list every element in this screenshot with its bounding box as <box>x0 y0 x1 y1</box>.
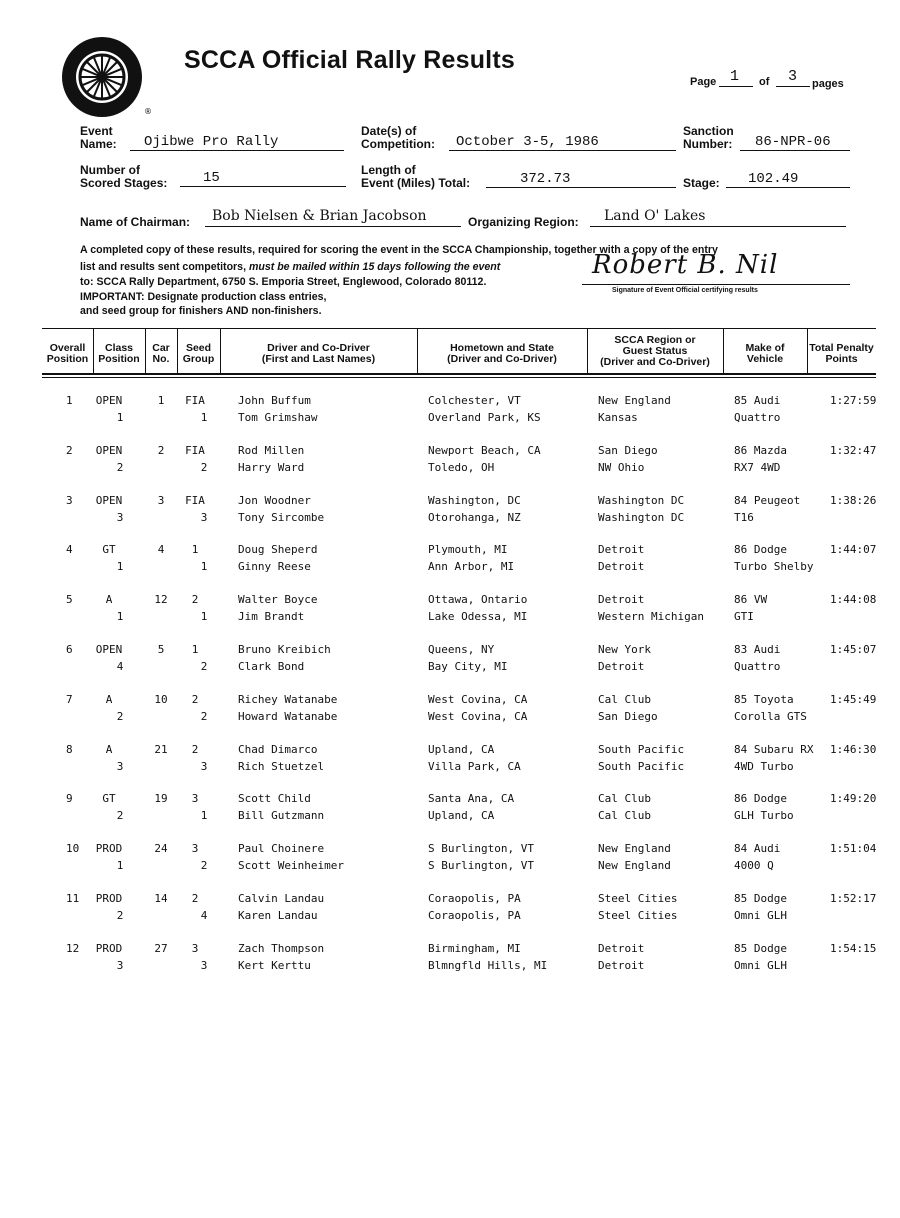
page-total: 3 <box>788 68 798 85</box>
driver-name: Walter Boyce <box>238 593 318 607</box>
seed-group: 1 <box>191 543 199 557</box>
header-scca-region: SCCA Region or Guest Status (Driver and Co-Driver) <box>600 334 710 368</box>
header-seed-group: Seed Group <box>182 342 215 365</box>
driver-name: Bruno Kreibich <box>238 643 331 656</box>
vehicle-model: Corolla GTS <box>734 709 807 723</box>
vehicle-model: Quattro <box>734 660 781 673</box>
driver-hometown: Upland, CA <box>428 742 495 756</box>
codriver-region: Western Michigan <box>598 610 704 624</box>
codriver-name: Harry Ward <box>238 460 305 474</box>
table-row <box>0 392 900 426</box>
codriver-hometown: Villa Park, CA <box>428 759 521 773</box>
seed-group-codriver: 3 <box>200 510 208 524</box>
scca-logo <box>58 34 150 120</box>
seed-group: 2 <box>191 692 199 706</box>
event-name: Ojibwe Pro Rally <box>144 134 279 150</box>
driver-name: Chad Dimarco <box>238 742 318 756</box>
chairman-label: Name of Chairman: <box>80 215 191 229</box>
penalty-points: 1:27:59 <box>830 394 877 407</box>
table-row <box>0 591 900 625</box>
codriver-name: Kert Kerttu <box>238 958 311 972</box>
driver-region: Cal Club <box>598 692 651 706</box>
stage-label: Stage: <box>683 176 720 190</box>
penalty-points: 1:45:49 <box>830 692 877 706</box>
class-position: 2 <box>116 809 124 823</box>
scored-stages: 15 <box>203 170 220 186</box>
class-position: 3 <box>116 510 124 524</box>
page-number: 1 <box>730 68 740 85</box>
codriver-name: Tony Sircombe <box>238 510 325 524</box>
seed-group: FIA <box>185 493 205 507</box>
seed-group: FIA <box>185 394 205 407</box>
class-position: 3 <box>116 958 124 972</box>
class-position: 2 <box>116 709 124 723</box>
seed-group-codriver: 1 <box>200 411 208 424</box>
codriver-hometown: Bay City, MI <box>428 660 508 673</box>
notice-line-2: list and results sent competitors, must be mailed within 15 days following the event <box>80 261 501 273</box>
driver-name: Calvin Landau <box>238 892 325 905</box>
stages-label: Number of Scored Stages: <box>80 163 168 190</box>
driver-region: Washington DC <box>598 493 685 507</box>
penalty-points: 1:46:30 <box>830 742 877 756</box>
class: OPEN <box>95 394 123 407</box>
vehicle-make: 86 Mazda <box>734 443 787 457</box>
vehicle-make: 84 Peugeot <box>734 493 801 507</box>
codriver-name: Howard Watanabe <box>238 709 338 723</box>
codriver-name: Ginny Reese <box>238 560 311 574</box>
driver-hometown: Newport Beach, CA <box>428 443 541 457</box>
overall-position: 2 <box>66 443 73 457</box>
vehicle-make: 85 Toyota <box>734 692 794 706</box>
class: OPEN <box>95 493 123 507</box>
vehicle-model: RX7 4WD <box>734 460 781 474</box>
seed-group-codriver: 2 <box>200 460 208 474</box>
penalty-points: 1:52:17 <box>830 892 877 905</box>
vehicle-make: 86 Dodge <box>734 543 787 557</box>
overall-position: 3 <box>66 493 73 507</box>
driver-hometown: Birmingham, MI <box>428 941 521 955</box>
header-overall-position: Overall Position <box>46 342 89 365</box>
class-position: 1 <box>116 610 124 624</box>
table-row <box>0 442 900 476</box>
vehicle-make: 86 Dodge <box>734 792 787 806</box>
header-hometown: Hometown and State (Driver and Co-Driver) <box>447 342 557 365</box>
codriver-name: Tom Grimshaw <box>238 411 318 424</box>
official-signature: Robert B. Nil <box>592 250 779 280</box>
page-label: Page <box>690 76 717 88</box>
vehicle-model: 4WD Turbo <box>734 759 794 773</box>
seed-group: 2 <box>191 593 199 607</box>
sanction-label: Sanction Number: <box>683 124 734 151</box>
driver-region: Detroit <box>598 941 645 955</box>
class: A <box>105 593 113 607</box>
driver-hometown: Colchester, VT <box>428 394 521 407</box>
driver-hometown: West Covina, CA <box>428 692 528 706</box>
driver-hometown: S Burlington, VT <box>428 842 534 856</box>
table-row <box>0 890 900 924</box>
codriver-name: Karen Landau <box>238 909 318 922</box>
svg-text:®: ® <box>144 107 152 116</box>
header-penalty-points: Total Penalty Points <box>809 342 874 365</box>
penalty-points: 1:44:08 <box>830 593 877 607</box>
vehicle-make: 84 Subaru RX <box>734 742 814 756</box>
of-label: of <box>759 76 770 88</box>
penalty-points: 1:38:26 <box>830 493 877 507</box>
codriver-hometown: Upland, CA <box>428 809 495 823</box>
class-position: 2 <box>116 460 124 474</box>
overall-position: 9 <box>66 792 73 806</box>
penalty-points: 1:32:47 <box>830 443 877 457</box>
overall-position: 5 <box>66 593 73 607</box>
overall-position: 4 <box>66 543 73 557</box>
vehicle-make: 85 Dodge <box>734 892 787 905</box>
driver-region: New England <box>598 842 671 856</box>
codriver-region: New England <box>598 859 671 873</box>
class: A <box>105 742 113 756</box>
driver-region: Detroit <box>598 593 645 607</box>
car-number: 2 <box>157 443 165 457</box>
seed-group: 3 <box>191 842 199 856</box>
codriver-hometown: S Burlington, VT <box>428 859 534 873</box>
event-dates: October 3-5, 1986 <box>456 134 599 150</box>
header-make: Make of Vehicle <box>745 342 785 365</box>
codriver-hometown: Overland Park, KS <box>428 411 541 424</box>
length-total: 372.73 <box>520 171 571 187</box>
table-row <box>0 790 900 824</box>
seed-group-codriver: 2 <box>200 859 208 873</box>
driver-hometown: Queens, NY <box>428 643 495 656</box>
dates-label: Date(s) of Competition: <box>361 124 435 151</box>
overall-position: 12 <box>66 941 80 955</box>
class: OPEN <box>95 643 123 656</box>
penalty-points: 1:49:20 <box>830 792 877 806</box>
driver-name: Scott Child <box>238 792 311 806</box>
codriver-hometown: Blmngfld Hills, MI <box>428 958 548 972</box>
penalty-points: 1:44:07 <box>830 543 877 557</box>
seed-group: FIA <box>185 443 205 457</box>
vehicle-model: Quattro <box>734 411 781 424</box>
class: PROD <box>95 842 123 856</box>
driver-region: Cal Club <box>598 792 651 806</box>
driver-name: Jon Woodner <box>238 493 311 507</box>
class-position: 1 <box>116 411 124 424</box>
seed-group: 2 <box>191 742 199 756</box>
table-row <box>0 741 900 775</box>
vehicle-make: 85 Dodge <box>734 941 787 955</box>
vehicle-model: GLH Turbo <box>734 809 794 823</box>
vehicle-model: Turbo Shelby <box>734 560 814 574</box>
class-position: 2 <box>116 909 124 922</box>
organizing-region: Land O' Lakes <box>604 208 706 224</box>
vehicle-model: GTI <box>734 610 754 624</box>
vehicle-make: 83 Audi <box>734 643 781 656</box>
seed-group-codriver: 1 <box>200 610 208 624</box>
class: PROD <box>95 892 123 905</box>
codriver-name: Bill Gutzmann <box>238 809 325 823</box>
car-number: 12 <box>154 593 168 607</box>
vehicle-model: Omni GLH <box>734 958 787 972</box>
seed-group-codriver: 3 <box>200 759 208 773</box>
header-driver: Driver and Co-Driver (First and Last Names) <box>261 342 376 365</box>
car-number: 14 <box>154 892 168 905</box>
seed-group-codriver: 2 <box>200 660 208 673</box>
class: GT <box>102 792 116 806</box>
codriver-name: Rich Stuetzel <box>238 759 325 773</box>
vehicle-make: 85 Audi <box>734 394 781 407</box>
region-label: Organizing Region: <box>468 215 579 229</box>
car-number: 1 <box>157 394 165 407</box>
seed-group-codriver: 2 <box>200 709 208 723</box>
codriver-hometown: West Covina, CA <box>428 709 528 723</box>
codriver-region: Cal Club <box>598 809 651 823</box>
codriver-region: Detroit <box>598 560 645 574</box>
class-position: 3 <box>116 759 124 773</box>
driver-name: Doug Sheperd <box>238 543 318 557</box>
class-position: 1 <box>116 560 124 574</box>
notice-line-1: A completed copy of these results, required for scoring the event in the SCCA Championship, together with a copy of the entry <box>80 244 718 256</box>
table-header <box>0 328 900 378</box>
driver-name: Paul Choinere <box>238 842 325 856</box>
driver-name: Zach Thompson <box>238 941 325 955</box>
codriver-region: San Diego <box>598 709 658 723</box>
codriver-region: Kansas <box>598 411 638 424</box>
driver-region: Detroit <box>598 543 645 557</box>
signature-caption: Signature of Event Official certifying results <box>612 287 758 294</box>
sanction-number: 86-NPR-06 <box>755 134 831 150</box>
seed-group-codriver: 3 <box>200 958 208 972</box>
results-table-body <box>0 392 900 992</box>
codriver-region: NW Ohio <box>598 460 645 474</box>
seed-group: 1 <box>191 643 199 656</box>
class: OPEN <box>95 443 123 457</box>
notice-line-4: IMPORTANT: Designate production class entries, <box>80 291 327 303</box>
codriver-hometown: Toledo, OH <box>428 460 495 474</box>
overall-position: 6 <box>66 643 73 656</box>
car-number: 5 <box>157 643 165 656</box>
event-label: Event Name: <box>80 124 117 151</box>
page-title: SCCA Official Rally Results <box>184 46 515 74</box>
overall-position: 10 <box>66 842 80 856</box>
codriver-hometown: Otorohanga, NZ <box>428 510 521 524</box>
car-number: 3 <box>157 493 165 507</box>
driver-region: Steel Cities <box>598 892 678 905</box>
table-row <box>0 641 900 675</box>
chairman-name: Bob Nielsen & Brian Jacobson <box>212 208 427 224</box>
class-position: 4 <box>116 660 124 673</box>
class-position: 1 <box>116 859 124 873</box>
penalty-points: 1:51:04 <box>830 842 877 856</box>
car-number: 27 <box>154 941 168 955</box>
table-row <box>0 492 900 526</box>
car-number: 24 <box>154 842 168 856</box>
wheel-logo-icon <box>58 34 150 120</box>
codriver-name: Jim Brandt <box>238 610 305 624</box>
seed-group-codriver: 1 <box>200 809 208 823</box>
driver-hometown: Plymouth, MI <box>428 543 508 557</box>
seed-group: 3 <box>191 941 199 955</box>
driver-name: Richey Watanabe <box>238 692 338 706</box>
vehicle-model: T16 <box>734 510 754 524</box>
overall-position: 7 <box>66 692 73 706</box>
codriver-name: Scott Weinheimer <box>238 859 344 873</box>
table-row <box>0 541 900 575</box>
driver-hometown: Santa Ana, CA <box>428 792 515 806</box>
vehicle-make: 86 VW <box>734 593 768 607</box>
codriver-hometown: Lake Odessa, MI <box>428 610 528 624</box>
pages-label: pages <box>812 78 844 90</box>
car-number: 21 <box>154 742 168 756</box>
penalty-points: 1:45:07 <box>830 643 877 656</box>
stage-miles: 102.49 <box>748 171 799 187</box>
codriver-region: Steel Cities <box>598 909 678 922</box>
table-row <box>0 691 900 725</box>
driver-region: San Diego <box>598 443 658 457</box>
codriver-name: Clark Bond <box>238 660 305 673</box>
driver-name: John Buffum <box>238 394 311 407</box>
driver-name: Rod Millen <box>238 443 305 457</box>
car-number: 10 <box>154 692 168 706</box>
driver-hometown: Washington, DC <box>428 493 521 507</box>
codriver-region: Detroit <box>598 660 645 673</box>
car-number: 4 <box>157 543 165 557</box>
notice-line-5: and seed group for finishers AND non-finishers. <box>80 305 322 317</box>
codriver-region: Detroit <box>598 958 645 972</box>
header-class-position: Class Position <box>98 342 140 365</box>
car-number: 19 <box>154 792 168 806</box>
overall-position: 1 <box>66 394 73 407</box>
seed-group-codriver: 1 <box>200 560 208 574</box>
codriver-region: Washington DC <box>598 510 685 524</box>
length-label: Length of Event (Miles) Total: <box>361 163 471 190</box>
driver-hometown: Ottawa, Ontario <box>428 593 528 607</box>
notice-line-3: to: SCCA Rally Department, 6750 S. Emporia Street, Englewood, Colorado 80112. <box>80 276 487 288</box>
seed-group: 3 <box>191 792 199 806</box>
driver-hometown: Coraopolis, PA <box>428 892 521 905</box>
vehicle-make: 84 Audi <box>734 842 781 856</box>
overall-position: 8 <box>66 742 73 756</box>
driver-region: South Pacific <box>598 742 685 756</box>
header-car-no: Car No. <box>152 342 170 365</box>
penalty-points: 1:54:15 <box>830 941 877 955</box>
overall-position: 11 <box>66 892 80 905</box>
codriver-hometown: Ann Arbor, MI <box>428 560 515 574</box>
driver-region: New England <box>598 394 671 407</box>
vehicle-model: Omni GLH <box>734 909 787 922</box>
codriver-hometown: Coraopolis, PA <box>428 909 521 922</box>
driver-region: New York <box>598 643 651 656</box>
seed-group-codriver: 4 <box>200 909 208 922</box>
seed-group: 2 <box>191 892 199 905</box>
codriver-region: South Pacific <box>598 759 685 773</box>
vehicle-model: 4000 Q <box>734 859 774 873</box>
class: GT <box>102 543 116 557</box>
class: A <box>105 692 113 706</box>
table-row <box>0 840 900 874</box>
class: PROD <box>95 941 123 955</box>
table-row <box>0 940 900 974</box>
